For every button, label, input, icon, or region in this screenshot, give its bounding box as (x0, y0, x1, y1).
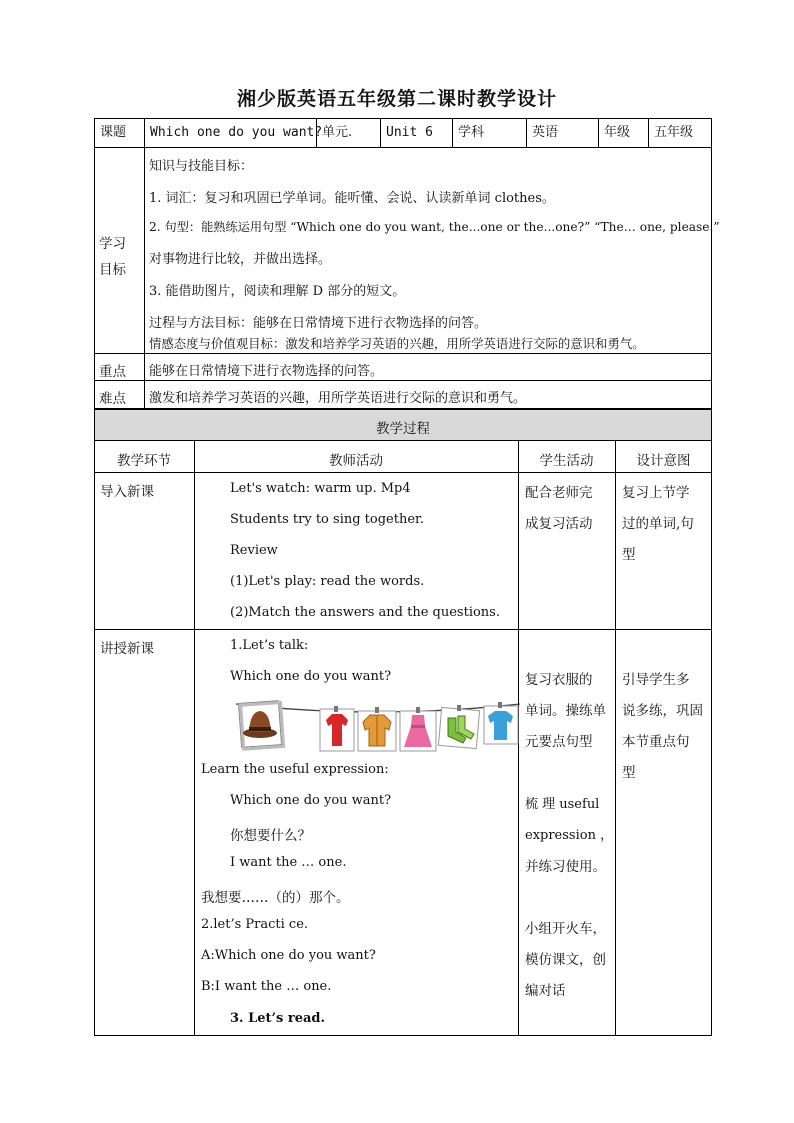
objective-line: 知识与技能目标： (149, 159, 254, 174)
student-line: 配合老师完 (525, 485, 593, 501)
intent-line: 型 (622, 547, 636, 563)
row-stage: 讲授新课 (100, 641, 154, 657)
teacher-line: 1.Let’s talk: (230, 638, 309, 653)
unit-value: Unit 6 (381, 119, 453, 147)
objective-line: 过程与方法目标：能够在日常情境下进行衣物选择的问答。 (149, 316, 488, 331)
student-line: 并练习使用。 (525, 859, 606, 875)
student-line: 元要点句型 (525, 734, 593, 750)
subject-value: 英语 (527, 119, 599, 147)
teacher-line: Which one do you want? (230, 793, 392, 808)
teacher-line: Review (230, 543, 278, 558)
grade-value: 五年级 (654, 125, 694, 140)
teacher-line: 3. Let’s read. (230, 1011, 326, 1026)
student-line: 梳 理 useful (525, 797, 600, 812)
topic-label: 课题 (95, 119, 145, 147)
tshirt-icon (484, 702, 518, 744)
teacher-line: B:I want the … one. (201, 979, 332, 994)
teacher-line: (1)Let's play: read the words. (230, 574, 425, 589)
intent-line: 说多练，巩固 (622, 703, 703, 719)
process-heading: 教学过程 (376, 421, 430, 437)
student-line: 编对话 (525, 983, 566, 999)
dress-icon (400, 707, 436, 751)
intent-line: 型 (622, 765, 636, 781)
column-header-teacher: 教师活动 (329, 453, 383, 469)
teacher-line: 你想要什么？ (230, 828, 311, 844)
column-header-stage: 教学环节 (117, 453, 171, 469)
difficulty-text: 激发和培养学习英语的兴趣，用所学英语进行交际的意识和勇气。 (149, 391, 527, 406)
socks-icon (438, 705, 479, 749)
difficulty-label: 难点 (99, 391, 126, 407)
objectives-label-2: 目标 (99, 262, 126, 278)
key-point-label: 重点 (99, 364, 126, 380)
student-line: 复习衣服的 (525, 672, 593, 688)
objective-line: 情感态度与价值观目标：激发和培养学习英语的兴趣，用所学英语进行交际的意识和勇气。 (149, 336, 645, 351)
intent-line: 过的单词,句 (622, 516, 694, 532)
objectives-label-1: 学习 (99, 236, 126, 252)
teacher-line: I want the … one. (230, 855, 347, 870)
intent-line: 引导学生多 (622, 672, 690, 688)
teacher-line: 我想要……（的）那个。 (201, 890, 350, 906)
teacher-line: (2)Match the answers and the questions. (230, 605, 500, 620)
intent-line: 复习上节学 (622, 485, 690, 501)
column-header-student: 学生活动 (539, 453, 594, 469)
subject-label: 学科 (453, 119, 527, 147)
student-line: 小组开火车， (525, 921, 606, 937)
objective-line: 2. 句型：能熟练运用句型 “Which one do you want, the...one or the...one?” “The… one, please.” (149, 220, 720, 234)
objective-line: 1. 词汇：复习和巩固已学单词。能听懂、会说、认读新单词 clothes。 (149, 191, 555, 206)
header-row (94, 118, 712, 148)
teacher-line: 2.let’s Practi ce. (201, 917, 309, 932)
row-stage: 导入新课 (100, 484, 154, 500)
unit-label: 单元. (317, 119, 381, 147)
student-line: 单词。操练单 (525, 703, 606, 719)
objective-line: 对事物进行比较，并做出选择。 (149, 252, 332, 267)
key-point-text: 能够在日常情境下进行衣物选择的问答。 (149, 364, 384, 379)
hat-icon (239, 701, 284, 750)
teacher-line: Let's watch: warm up. Mp4 (230, 481, 411, 496)
teacher-line: A:Which one do you want? (201, 948, 376, 963)
clothesline-illustration (236, 696, 520, 756)
grade-label: 年级 (599, 119, 649, 147)
page-title: 湘少版英语五年级第二课时教学设计 (236, 88, 557, 110)
topic-value: Which one do you want? (145, 119, 317, 147)
student-line: 成复习活动 (525, 516, 593, 532)
student-line: 模仿课文，创 (525, 952, 606, 968)
student-line: expression ， (525, 828, 614, 843)
objective-line: 3. 能借助图片，阅读和理解 D 部分的短文。 (149, 284, 406, 299)
sweater-icon (320, 706, 354, 751)
teacher-line: Which one do you want? (230, 669, 392, 684)
jacket-icon (358, 707, 396, 751)
teacher-line: Learn the useful expression: (201, 762, 389, 777)
column-header-intent: 设计意图 (636, 453, 691, 469)
teacher-line: Students try to sing together. (230, 512, 424, 527)
intent-line: 本节重点句 (622, 734, 690, 750)
